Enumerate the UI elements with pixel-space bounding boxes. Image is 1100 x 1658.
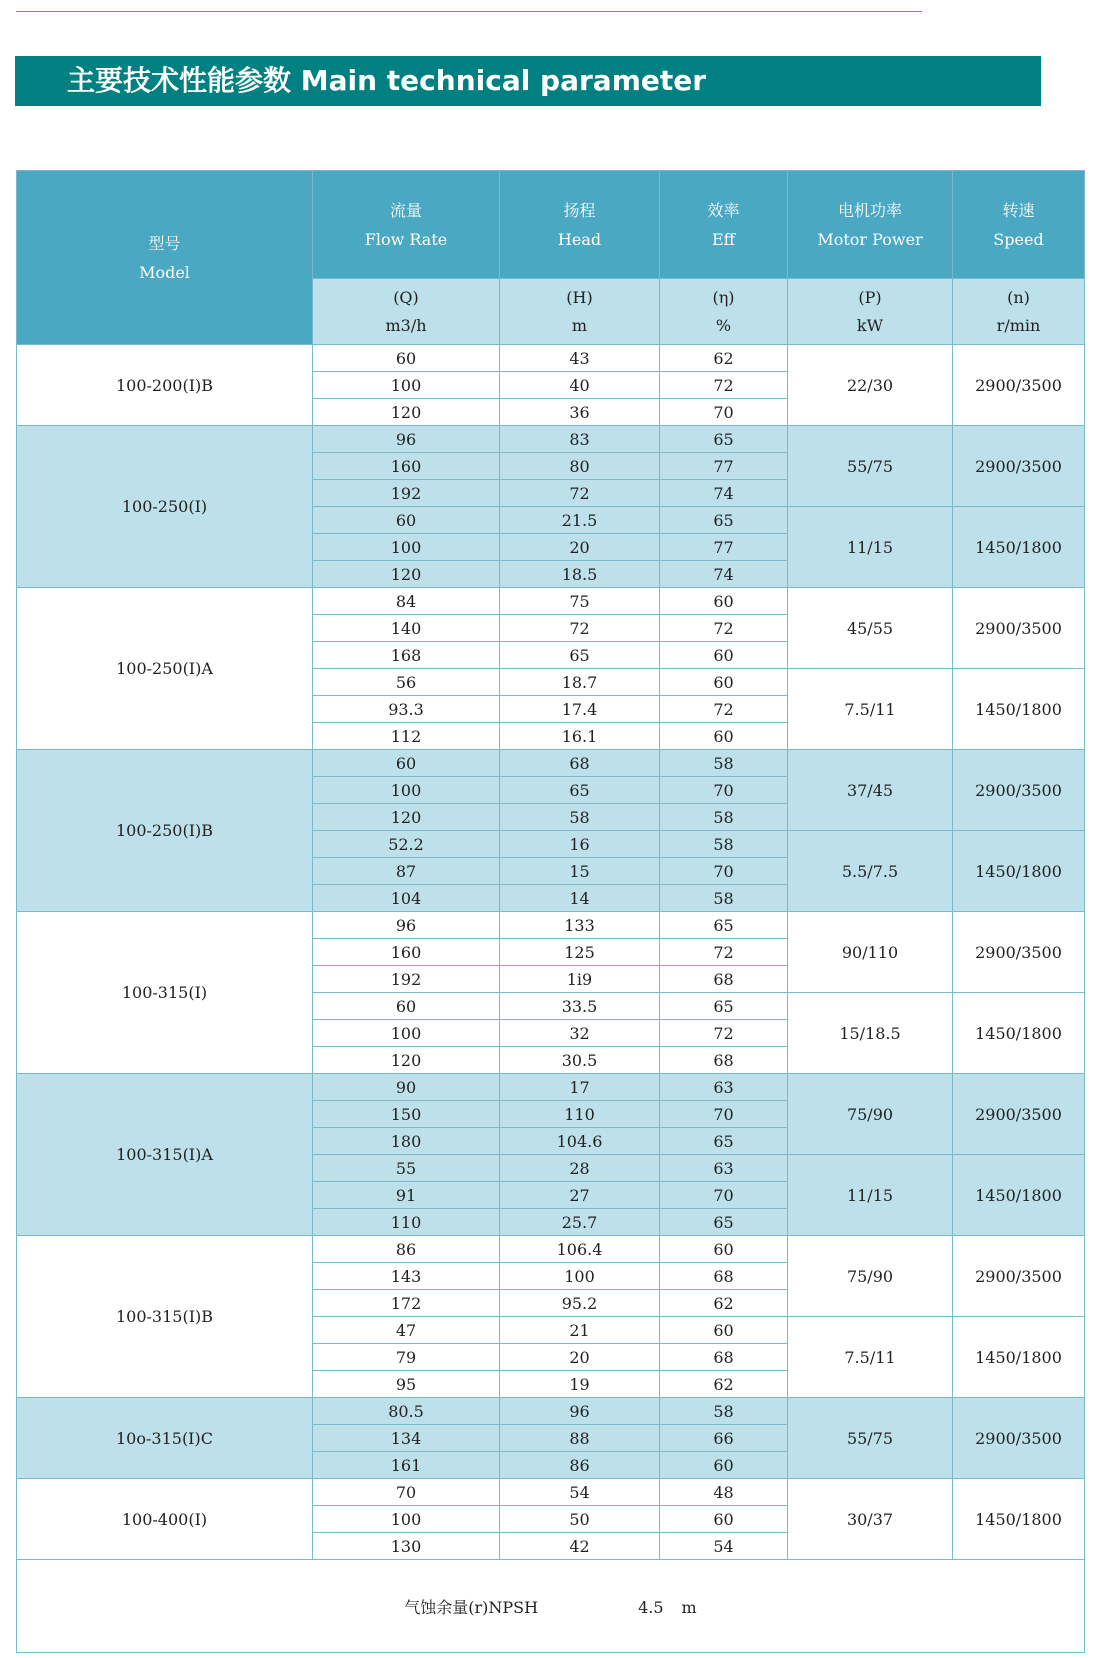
parameter-table	[16, 170, 1085, 1653]
speed-cell: 2900/3500	[953, 426, 1085, 507]
flow-cell: 120	[313, 561, 500, 588]
head-cell: 20	[500, 1344, 660, 1371]
top-rule	[16, 11, 922, 12]
head-cell: 42	[500, 1533, 660, 1560]
speed-cell: 1450/1800	[953, 507, 1085, 588]
eff-cell: 60	[660, 723, 788, 750]
model-cell: 100-250(I)	[17, 426, 313, 588]
flow-cell: 172	[313, 1290, 500, 1317]
power-cell: 22/30	[788, 345, 953, 426]
head-cell: 20	[500, 534, 660, 561]
header-eff: 效率 Eff	[660, 171, 788, 279]
power-cell: 55/75	[788, 1398, 953, 1479]
flow-cell: 110	[313, 1209, 500, 1236]
power-cell: 75/90	[788, 1074, 953, 1155]
flow-cell: 96	[313, 426, 500, 453]
eff-cell: 70	[660, 1101, 788, 1128]
head-cell: 21.5	[500, 507, 660, 534]
speed-cell: 2900/3500	[953, 345, 1085, 426]
npsh-row	[17, 1560, 1085, 1653]
speed-cell: 2900/3500	[953, 1398, 1085, 1479]
head-cell: 17	[500, 1074, 660, 1101]
power-cell: 55/75	[788, 426, 953, 507]
flow-cell: 86	[313, 1236, 500, 1263]
speed-cell: 1450/1800	[953, 1317, 1085, 1398]
unit-eff: (η) %	[660, 279, 788, 345]
head-cell: 18.7	[500, 669, 660, 696]
eff-cell: 68	[660, 1344, 788, 1371]
head-cell: 33.5	[500, 993, 660, 1020]
flow-cell: 161	[313, 1452, 500, 1479]
header-model: 型号 Model	[17, 171, 313, 345]
power-cell: 11/15	[788, 1155, 953, 1236]
flow-cell: 87	[313, 858, 500, 885]
power-cell: 11/15	[788, 507, 953, 588]
section-banner	[15, 56, 1041, 106]
head-cell: 43	[500, 345, 660, 372]
head-cell: 80	[500, 453, 660, 480]
flow-cell: 70	[313, 1479, 500, 1506]
header-row	[17, 171, 1085, 279]
eff-cell: 65	[660, 507, 788, 534]
head-cell: 75	[500, 588, 660, 615]
eff-cell: 65	[660, 1128, 788, 1155]
head-cell: 32	[500, 1020, 660, 1047]
head-cell: 58	[500, 804, 660, 831]
eff-cell: 63	[660, 1155, 788, 1182]
eff-cell: 72	[660, 939, 788, 966]
flow-cell: 60	[313, 750, 500, 777]
power-cell: 7.5/11	[788, 669, 953, 750]
flow-cell: 52.2	[313, 831, 500, 858]
eff-cell: 58	[660, 1398, 788, 1425]
speed-cell: 1450/1800	[953, 1479, 1085, 1560]
speed-cell: 1450/1800	[953, 1155, 1085, 1236]
head-cell: 25.7	[500, 1209, 660, 1236]
table-body	[17, 171, 1085, 1653]
head-cell: 65	[500, 642, 660, 669]
model-cell: 100-200(I)B	[17, 345, 313, 426]
power-cell: 5.5/7.5	[788, 831, 953, 912]
head-cell: 40	[500, 372, 660, 399]
head-cell: 28	[500, 1155, 660, 1182]
head-cell: 50	[500, 1506, 660, 1533]
table-row	[17, 1236, 1085, 1263]
eff-cell: 74	[660, 561, 788, 588]
eff-cell: 65	[660, 1209, 788, 1236]
flow-cell: 60	[313, 345, 500, 372]
table-row	[17, 1074, 1085, 1101]
flow-cell: 120	[313, 804, 500, 831]
model-cell: 100-315(I)B	[17, 1236, 313, 1398]
table-row	[17, 345, 1085, 372]
head-cell: 104.6	[500, 1128, 660, 1155]
eff-cell: 65	[660, 912, 788, 939]
flow-cell: 150	[313, 1101, 500, 1128]
header-head: 扬程 Head	[500, 171, 660, 279]
model-cell: 10o-315(I)C	[17, 1398, 313, 1479]
unit-speed: (n) r/min	[953, 279, 1085, 345]
eff-cell: 63	[660, 1074, 788, 1101]
eff-cell: 60	[660, 1317, 788, 1344]
power-cell: 15/18.5	[788, 993, 953, 1074]
eff-cell: 74	[660, 480, 788, 507]
flow-cell: 80.5	[313, 1398, 500, 1425]
head-cell: 95.2	[500, 1290, 660, 1317]
eff-cell: 62	[660, 1371, 788, 1398]
flow-cell: 93.3	[313, 696, 500, 723]
head-cell: 68	[500, 750, 660, 777]
eff-cell: 48	[660, 1479, 788, 1506]
eff-cell: 62	[660, 1290, 788, 1317]
head-cell: 19	[500, 1371, 660, 1398]
head-cell: 133	[500, 912, 660, 939]
model-cell: 100-315(I)	[17, 912, 313, 1074]
flow-cell: 160	[313, 453, 500, 480]
head-cell: 125	[500, 939, 660, 966]
model-cell: 100-250(I)A	[17, 588, 313, 750]
eff-cell: 77	[660, 534, 788, 561]
eff-cell: 58	[660, 804, 788, 831]
eff-cell: 68	[660, 1263, 788, 1290]
head-cell: 16.1	[500, 723, 660, 750]
head-cell: 65	[500, 777, 660, 804]
npsh-label: 气蚀余量(r)NPSH	[404, 1597, 539, 1617]
head-cell: 100	[500, 1263, 660, 1290]
table-row	[17, 588, 1085, 615]
eff-cell: 58	[660, 750, 788, 777]
eff-cell: 65	[660, 426, 788, 453]
eff-cell: 66	[660, 1425, 788, 1452]
flow-cell: 104	[313, 885, 500, 912]
flow-cell: 192	[313, 480, 500, 507]
eff-cell: 60	[660, 1506, 788, 1533]
flow-cell: 95	[313, 1371, 500, 1398]
model-cell: 100-250(I)B	[17, 750, 313, 912]
eff-cell: 62	[660, 345, 788, 372]
flow-cell: 90	[313, 1074, 500, 1101]
flow-cell: 100	[313, 534, 500, 561]
head-cell: 110	[500, 1101, 660, 1128]
flow-cell: 55	[313, 1155, 500, 1182]
eff-cell: 70	[660, 399, 788, 426]
flow-cell: 140	[313, 615, 500, 642]
speed-cell: 1450/1800	[953, 669, 1085, 750]
flow-cell: 84	[313, 588, 500, 615]
head-cell: 1i9	[500, 966, 660, 993]
unit-head: (H) m	[500, 279, 660, 345]
eff-cell: 72	[660, 372, 788, 399]
power-cell: 75/90	[788, 1236, 953, 1317]
flow-cell: 134	[313, 1425, 500, 1452]
model-cell: 100-315(I)A	[17, 1074, 313, 1236]
power-cell: 45/55	[788, 588, 953, 669]
eff-cell: 58	[660, 831, 788, 858]
speed-cell: 2900/3500	[953, 750, 1085, 831]
eff-cell: 70	[660, 1182, 788, 1209]
head-cell: 27	[500, 1182, 660, 1209]
npsh-value: 4.5	[638, 1597, 664, 1617]
eff-cell: 72	[660, 615, 788, 642]
speed-cell: 2900/3500	[953, 588, 1085, 669]
flow-cell: 112	[313, 723, 500, 750]
eff-cell: 65	[660, 993, 788, 1020]
unit-flow-rate: (Q) m3/h	[313, 279, 500, 345]
speed-cell: 2900/3500	[953, 1236, 1085, 1317]
power-cell: 30/37	[788, 1479, 953, 1560]
table-row	[17, 750, 1085, 777]
head-cell: 96	[500, 1398, 660, 1425]
header-flow-rate: 流量 Flow Rate	[313, 171, 500, 279]
head-cell: 17.4	[500, 696, 660, 723]
flow-cell: 56	[313, 669, 500, 696]
flow-cell: 100	[313, 1506, 500, 1533]
eff-cell: 70	[660, 777, 788, 804]
eff-cell: 60	[660, 642, 788, 669]
flow-cell: 143	[313, 1263, 500, 1290]
head-cell: 88	[500, 1425, 660, 1452]
eff-cell: 68	[660, 1047, 788, 1074]
flow-cell: 79	[313, 1344, 500, 1371]
eff-cell: 72	[660, 1020, 788, 1047]
eff-cell: 60	[660, 669, 788, 696]
table-row	[17, 1398, 1085, 1425]
eff-cell: 77	[660, 453, 788, 480]
head-cell: 54	[500, 1479, 660, 1506]
flow-cell: 96	[313, 912, 500, 939]
head-cell: 15	[500, 858, 660, 885]
flow-cell: 91	[313, 1182, 500, 1209]
eff-cell: 60	[660, 1452, 788, 1479]
speed-cell: 2900/3500	[953, 1074, 1085, 1155]
flow-cell: 192	[313, 966, 500, 993]
head-cell: 21	[500, 1317, 660, 1344]
table-row	[17, 912, 1085, 939]
flow-cell: 100	[313, 777, 500, 804]
power-cell: 37/45	[788, 750, 953, 831]
eff-cell: 60	[660, 588, 788, 615]
eff-cell: 72	[660, 696, 788, 723]
flow-cell: 60	[313, 507, 500, 534]
power-cell: 90/110	[788, 912, 953, 993]
flow-cell: 120	[313, 399, 500, 426]
head-cell: 14	[500, 885, 660, 912]
flow-cell: 100	[313, 1020, 500, 1047]
header-motor-power: 电机功率 Motor Power	[788, 171, 953, 279]
flow-cell: 168	[313, 642, 500, 669]
flow-cell: 160	[313, 939, 500, 966]
flow-cell: 100	[313, 372, 500, 399]
unit-motor-power: (P) kW	[788, 279, 953, 345]
head-cell: 106.4	[500, 1236, 660, 1263]
npsh-unit: m	[681, 1597, 697, 1617]
eff-cell: 68	[660, 966, 788, 993]
section-title: 主要技术性能参数 Main technical parameter	[67, 64, 707, 97]
speed-cell: 1450/1800	[953, 831, 1085, 912]
eff-cell: 70	[660, 858, 788, 885]
head-cell: 18.5	[500, 561, 660, 588]
header-speed: 转速 Speed	[953, 171, 1085, 279]
npsh-cell	[17, 1560, 1085, 1653]
speed-cell: 1450/1800	[953, 993, 1085, 1074]
table-row	[17, 426, 1085, 453]
speed-cell: 2900/3500	[953, 912, 1085, 993]
flow-cell: 47	[313, 1317, 500, 1344]
table-row	[17, 1479, 1085, 1506]
head-cell: 30.5	[500, 1047, 660, 1074]
head-cell: 72	[500, 480, 660, 507]
head-cell: 83	[500, 426, 660, 453]
eff-cell: 54	[660, 1533, 788, 1560]
flow-cell: 180	[313, 1128, 500, 1155]
head-cell: 86	[500, 1452, 660, 1479]
eff-cell: 58	[660, 885, 788, 912]
head-cell: 72	[500, 615, 660, 642]
power-cell: 7.5/11	[788, 1317, 953, 1398]
eff-cell: 60	[660, 1236, 788, 1263]
head-cell: 36	[500, 399, 660, 426]
head-cell: 16	[500, 831, 660, 858]
flow-cell: 120	[313, 1047, 500, 1074]
flow-cell: 60	[313, 993, 500, 1020]
model-cell: 100-400(I)	[17, 1479, 313, 1560]
flow-cell: 130	[313, 1533, 500, 1560]
